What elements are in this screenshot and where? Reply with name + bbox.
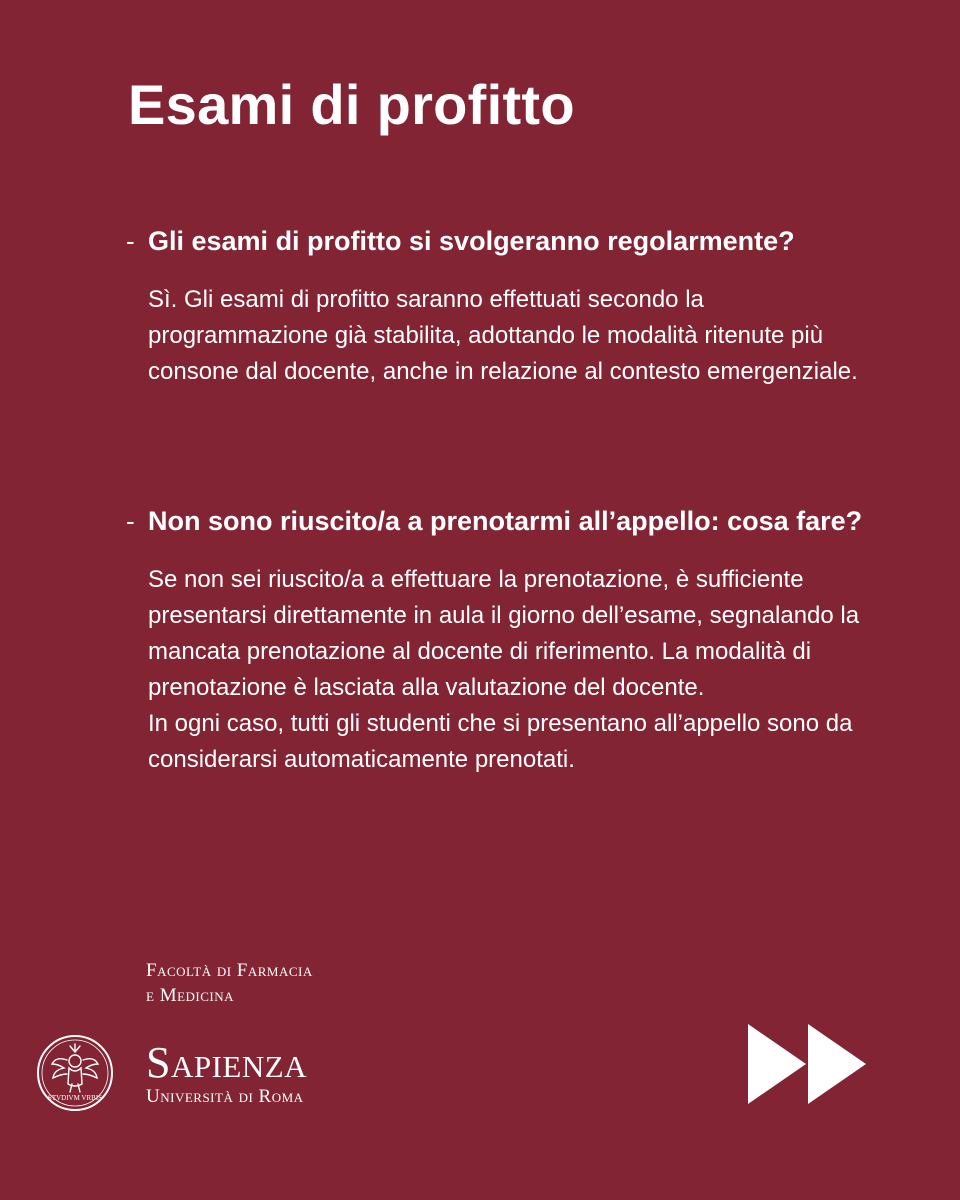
faq-question: Non sono riuscito/a a prenotarmi all’appello: cosa fare? (148, 506, 863, 536)
faq-question: Gli esami di profitto si svolgeranno regolarmente? (148, 226, 795, 256)
faculty-line: e Medicina (146, 985, 235, 1006)
fast-forward-icon[interactable] (748, 1024, 866, 1104)
faq-answer-paragraph: Sì. Gli esami di profitto saranno effettuati secondo la programmazione già stabilita, adottando le modalità ritenute più consone dal docente, anche in relazione al contesto emergenziale. (148, 286, 858, 385)
brand-subtitle: Università di Roma (146, 1086, 304, 1107)
faq-answer-paragraph: Se non sei riuscito/a a effettuare la prenotazione, è sufficiente presentarsi direttamente in aula il giorno dell’esame, segnalando la mancata prenotazione al docente di riferimento. La modalità di prenotazione è lasciata alla valutazione del docente. (148, 566, 860, 701)
faculty-line: Facoltà di Farmacia (146, 960, 313, 981)
page-title: Esami di profitto (128, 73, 575, 136)
faq-answer (148, 562, 888, 778)
dash-bullet: - (126, 506, 135, 536)
dash-bullet: - (126, 226, 135, 256)
faculty-name (146, 958, 313, 1008)
faq-item (126, 502, 906, 778)
faq-item (126, 222, 906, 390)
faq-question-row (126, 222, 906, 260)
faq-question-row (126, 502, 906, 540)
faq-answer (148, 282, 888, 390)
seal-motto: STVDIVM VRBIS (47, 1094, 103, 1102)
university-logo (146, 1040, 307, 1108)
sapienza-seal-icon (36, 1034, 114, 1112)
brand-name: Sapienza (146, 1038, 308, 1087)
faq-answer-paragraph: In ogni caso, tutti gli studenti che si presentano all’appello sono da considerarsi automaticamente prenotati. (148, 710, 853, 773)
